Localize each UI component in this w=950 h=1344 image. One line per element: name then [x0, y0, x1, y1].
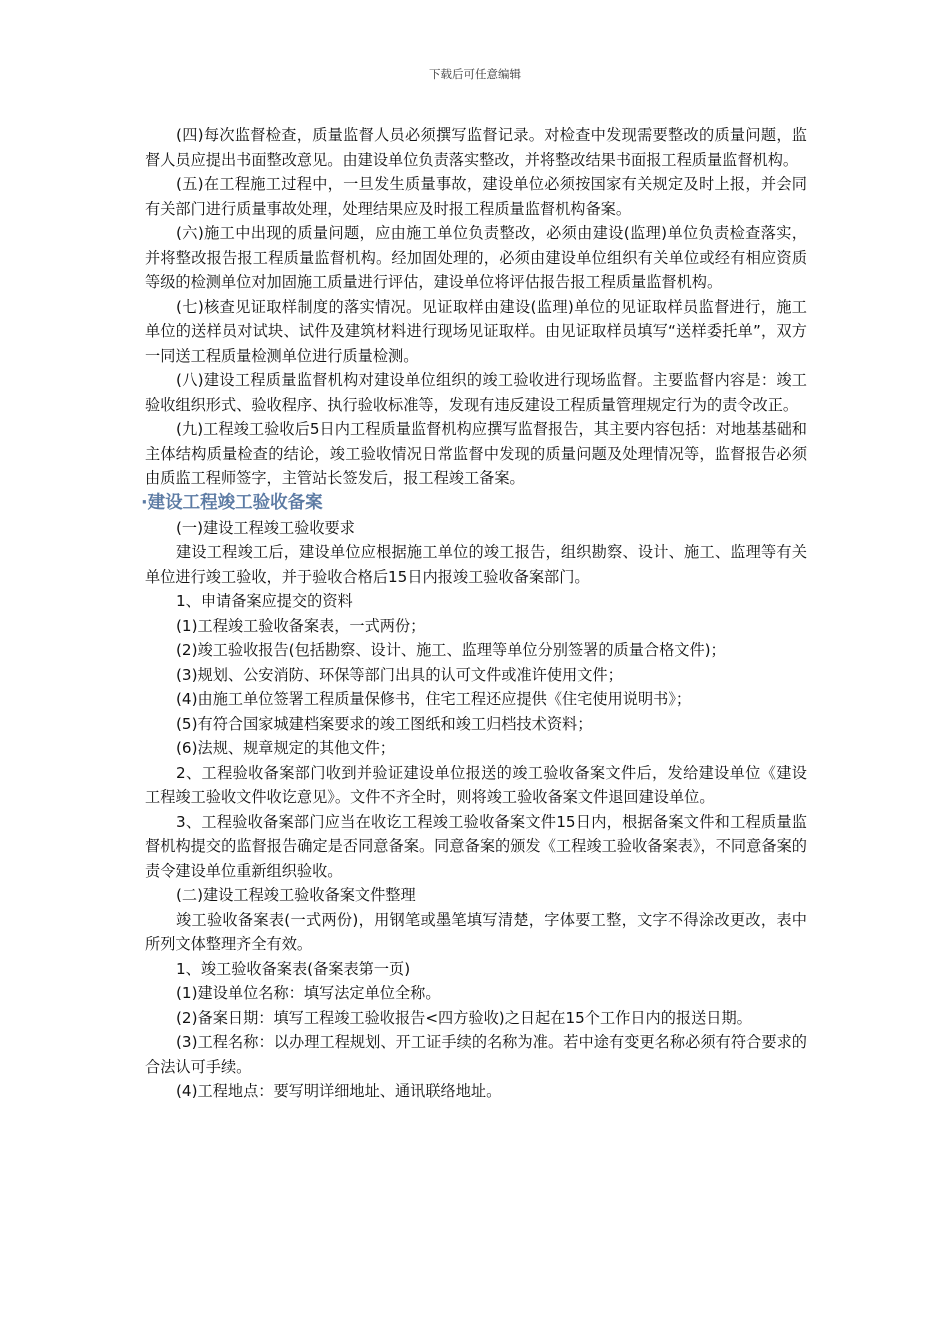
- list-item: (2)竣工验收报告(包括勘察、设计、施工、监理等单位分别签署的质量合格文件)；: [176, 641, 726, 659]
- paragraph: (五)在工程施工过程中，一旦发生质量事故，建设单位必须按国家有关规定及时上报，并会同有关部门进行质量事故处理，处理结果应及时报工程质量监督机构备案。: [145, 175, 807, 218]
- list-item: (1)工程竣工验收备案表，一式两份；: [176, 616, 426, 635]
- list-item: (6)法规、规章规定的其他文件；: [176, 739, 395, 757]
- section-heading: ·建设工程竣工验收备案: [141, 492, 323, 513]
- paragraph: 2、工程验收备案部门收到并验证建设单位报送的竣工验收备案文件后，发给建设单位《建设工程竣工验收文件收讫意见》。文件不齐全时，则将竣工验收备案文件退回建设单位。: [145, 763, 807, 806]
- paragraph: 建设工程竣工后，建设单位应根据施工单位的竣工报告，组织勘察、设计、施工、监理等有关单位进行竣工验收，并于验收合格后15日内报竣工验收备案部门。: [145, 543, 807, 586]
- list-item: (3)工程名称：以办理工程规划、开工证手续的名称为准。若中途有变更名称必须有符合要求的合法认可手续。: [145, 1033, 807, 1076]
- paragraph: (七)核查见证取样制度的落实情况。见证取样由建设(监理)单位的见证取样员监督进行，施工单位的送样员对试块、试件及建筑材料进行现场见证取样。由见证取样员填写“送样委托单”，双方一同送工程质量检测单位进行质量检测。: [145, 297, 807, 365]
- list-item: (3)规划、公安消防、环保等部门出具的认可文件或准许使用文件；: [176, 665, 623, 684]
- list-item: (2)备案日期：填写工程竣工验收报告<四方验收)之日起在15个工作日内的报送日期。: [176, 1008, 752, 1027]
- list-item: (4)由施工单位签署工程质量保修书，住宅工程还应提供《住宅使用说明书》；: [176, 690, 692, 708]
- paragraph: 竣工验收备案表(一式两份)，用钢笔或墨笔填写清楚，字体要工整，文字不得涂改更改，表中所列文体整理齐全有效。: [145, 910, 807, 953]
- list-item: (4)工程地点：要写明详细地址、通讯联络地址。: [176, 1082, 502, 1100]
- paragraph: (九)工程竣工验收后5日内工程质量监督机构应撰写监督报告，其主要内容包括：对地基基础和主体结构质量检查的结论，竣工验收情况日常监督中发现的质量问题及处理情况等，监督报告必须由质监工程师签字，主管站长签发后，报工程竣工备案。: [145, 420, 807, 487]
- page-header: 下载后可任意编辑: [429, 67, 521, 81]
- paragraph: 3、工程验收备案部门应当在收讫工程竣工验收备案文件15日内，根据备案文件和工程质量监督机构提交的监督报告确定是否同意备案。同意备案的颁发《工程竣工验收备案表》，不同意备案的责令建设单位重新组织验收。: [145, 812, 807, 880]
- document-body: [141, 123, 807, 1104]
- subheading: (二)建设工程竣工验收备案文件整理: [176, 886, 416, 904]
- paragraph: (四)每次监督检查，质量监督人员必须撰写监督记录。对检查中发现需要整改的质量问题，监督人员应提出书面整改意见。由建设单位负责落实整改，并将整改结果书面报工程质量监督机构。: [145, 126, 807, 169]
- list-item: (1)建设单位名称：填写法定单位全称。: [176, 984, 441, 1002]
- paragraph: (八)建设工程质量监督机构对建设单位组织的竣工验收进行现场监督。主要监督内容是：竣工验收组织形式、验收程序、执行验收标准等，发现有违反建设工程质量管理规定行为的责令改正。: [145, 371, 807, 414]
- list-item: (5)有符合国家城建档案要求的竣工图纸和竣工归档技术资料；: [176, 714, 593, 733]
- list-heading: 1、竣工验收备案表(备案表第一页): [176, 959, 411, 978]
- paragraph: (六)施工中出现的质量问题，应由施工单位负责整改，必须由建设(监理)单位负责检查落实，并将整改报告报工程质量监督机构。经加固处理的，必须由建设单位组织有关单位或经有相应资质等级的检测单位对加固施工质量进行评估，建设单位将评估报告报工程质量监督机构。: [145, 224, 807, 291]
- subheading: (一)建设工程竣工验收要求: [176, 518, 355, 537]
- list-heading: 1、申请备案应提交的资料: [176, 592, 353, 610]
